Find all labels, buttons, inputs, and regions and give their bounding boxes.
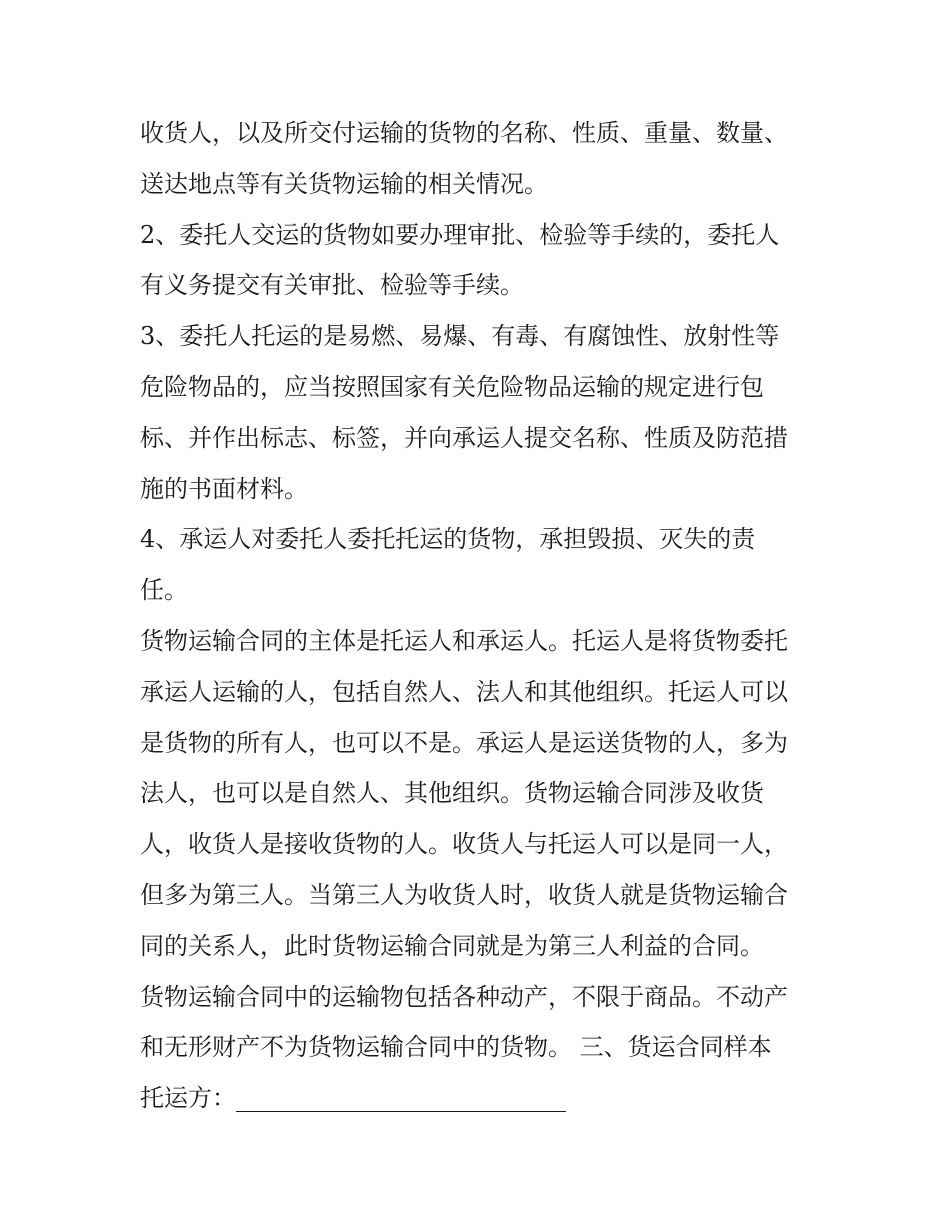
text-line: 送达地点等有关货物运输的相关情况。: [140, 169, 548, 198]
text-line: 承运人运输的人，包括自然人、法人和其他组织。托运人可以: [140, 677, 788, 706]
text-line: 是货物的所有人，也可以不是。承运人是运送货物的人，多为: [140, 728, 788, 757]
text-line: 危险物品的，应当按照国家有关危险物品运输的规定进行包: [140, 372, 764, 401]
signature-row: [140, 1073, 830, 1124]
signature-label: 托运方：: [140, 1084, 236, 1113]
signature-blank-line: [236, 1111, 566, 1112]
text-line: 人，收货人是接收货物的人。收货人与托运人可以是同一人，: [140, 830, 788, 859]
text-line: 有义务提交有关审批、检验等手续。: [140, 271, 524, 300]
document-body: [140, 108, 830, 1124]
text-line: 货物运输合同中的运输物包括各种动产，不限于商品。不动产: [140, 982, 788, 1011]
text-line: 3、委托人托运的是易燃、易爆、有毒、有腐蚀性、放射性等: [140, 322, 780, 351]
text-line: 标、并作出标志、标签，并向承运人提交名称、性质及防范措: [140, 423, 788, 452]
text-line: 4、承运人对委托人委托托运的货物，承担毁损、灭失的责: [140, 525, 756, 554]
text-line: 施的书面材料。: [140, 474, 308, 503]
text-line: 收货人，以及所交付运输的货物的名称、性质、重量、数量、: [140, 119, 788, 147]
text-line: 2、委托人交运的货物如要办理审批、检验等手续的，委托人: [140, 220, 780, 249]
text-line: 法人，也可以是自然人、其他组织。货物运输合同涉及收货: [140, 779, 764, 808]
text-line: 和无形财产不为货物运输合同中的货物。 三、货运合同样本: [140, 1033, 772, 1062]
text-line: 任。: [140, 576, 188, 605]
text-line: 货物运输合同的主体是托运人和承运人。托运人是将货物委托: [140, 626, 788, 655]
text-line: 但多为第三人。当第三人为收货人时，收货人就是货物运输合: [140, 880, 788, 909]
text-line: 同的关系人，此时货物运输合同就是为第三人利益的合同。: [140, 931, 764, 960]
